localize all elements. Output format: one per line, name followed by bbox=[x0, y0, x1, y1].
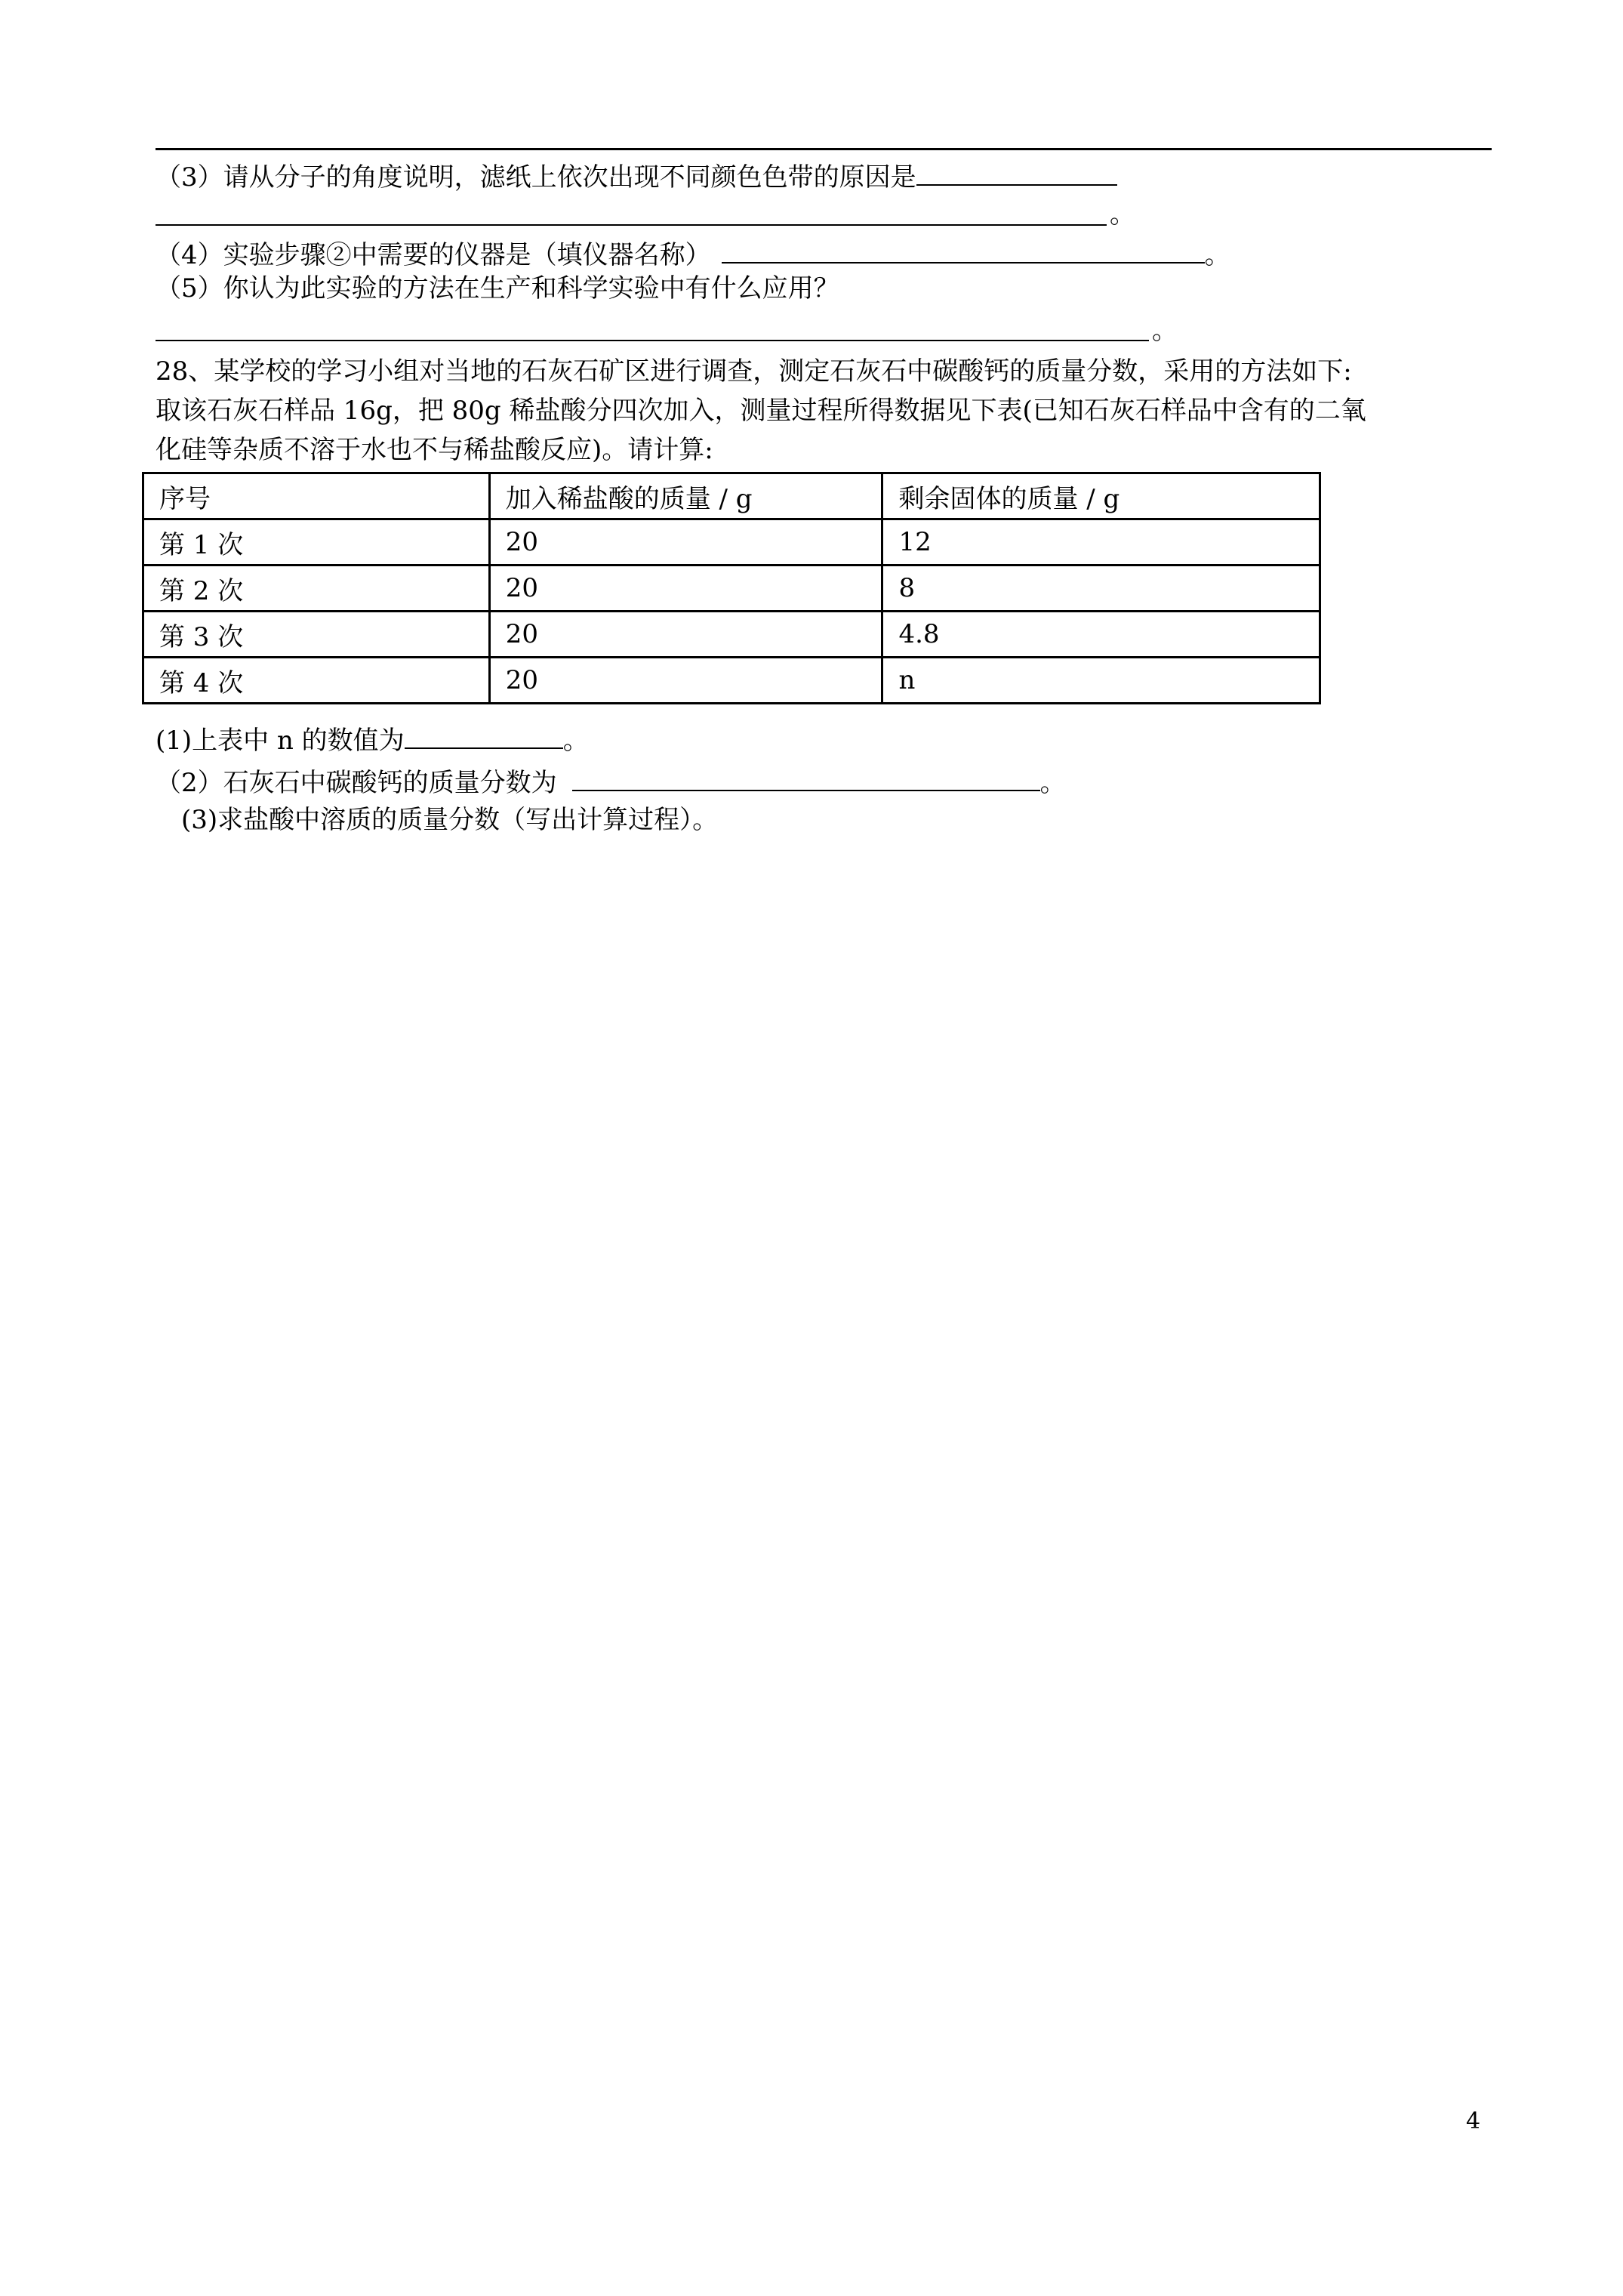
data-table bbox=[142, 472, 1321, 704]
sub-question-1-line bbox=[156, 722, 589, 757]
question-5-text: （5）你认为此实验的方法在生产和科学实验中有什么应用？ bbox=[156, 273, 839, 304]
sub-question-2-blank[interactable] bbox=[572, 764, 1040, 791]
table-cell: 20 bbox=[489, 566, 882, 612]
question-3-period: 。 bbox=[1110, 199, 1135, 230]
question-4-period: 。 bbox=[1204, 240, 1230, 270]
table-header-cell: 加入稀盐酸的质量 / g bbox=[489, 473, 882, 519]
sub-question-2-text: （2）石灰石中碳酸钙的质量分数为 bbox=[156, 768, 557, 798]
sub-question-2-line bbox=[156, 764, 1066, 800]
table-cell: 第 2 次 bbox=[143, 566, 490, 612]
table-cell: 4.8 bbox=[882, 612, 1320, 658]
table-header-cell: 剩余固体的质量 / g bbox=[882, 473, 1320, 519]
question-5-period: 。 bbox=[1152, 316, 1178, 346]
table-cell: 20 bbox=[489, 519, 882, 566]
table-cell: 20 bbox=[489, 658, 882, 704]
table-cell: 第 4 次 bbox=[143, 658, 490, 704]
table-cell: 12 bbox=[882, 519, 1320, 566]
question-3-blank-line[interactable] bbox=[156, 224, 1107, 226]
header-rule bbox=[156, 148, 1492, 150]
sub-question-2-period: 。 bbox=[1039, 768, 1066, 798]
table-cell: 第 1 次 bbox=[143, 519, 490, 566]
table-header-row bbox=[143, 473, 1320, 519]
question-28-line-1: 28、某学校的学习小组对当地的石灰石矿区进行调查，测定石灰石中碳酸钙的质量分数，采用的方法如下: bbox=[156, 356, 1352, 387]
question-5-blank-line[interactable] bbox=[156, 340, 1149, 341]
question-4-blank[interactable] bbox=[722, 236, 1205, 264]
question-28-line-2: 取该石灰石样品 16g，把 80g 稀盐酸分四次加入，测量过程所得数据见下表(已知石灰石样品中含有的二氧 bbox=[156, 396, 1366, 426]
page-number: 4 bbox=[1466, 2108, 1481, 2134]
table-row bbox=[143, 566, 1320, 612]
table-row bbox=[143, 612, 1320, 658]
question-4-text: （4）实验步骤②中需要的仪器是（填仪器名称） bbox=[156, 240, 711, 270]
sub-question-1-period: 。 bbox=[562, 726, 589, 756]
table-cell: 20 bbox=[489, 612, 882, 658]
sub-question-1-blank[interactable] bbox=[405, 722, 563, 749]
table-cell: 第 3 次 bbox=[143, 612, 490, 658]
table-row bbox=[143, 519, 1320, 566]
question-5-line bbox=[156, 272, 839, 305]
table-cell: n bbox=[882, 658, 1320, 704]
table-header-cell: 序号 bbox=[143, 473, 490, 519]
table-row bbox=[143, 658, 1320, 704]
question-3-blank-inline[interactable] bbox=[916, 159, 1117, 186]
question-3-text: （3）请从分子的角度说明，滤纸上依次出现不同颜色色带的原因是 bbox=[156, 162, 916, 193]
table-cell: 8 bbox=[882, 566, 1320, 612]
sub-question-1-text: (1)上表中 n 的数值为 bbox=[156, 726, 405, 756]
question-3-line bbox=[156, 159, 1117, 194]
question-28-line-3: 化硅等杂质不溶于水也不与稀盐酸反应)。请计算: bbox=[156, 435, 713, 465]
sub-question-3-line: (3)求盐酸中溶质的质量分数（写出计算过程）。 bbox=[181, 805, 719, 835]
question-4-line bbox=[156, 236, 1230, 272]
